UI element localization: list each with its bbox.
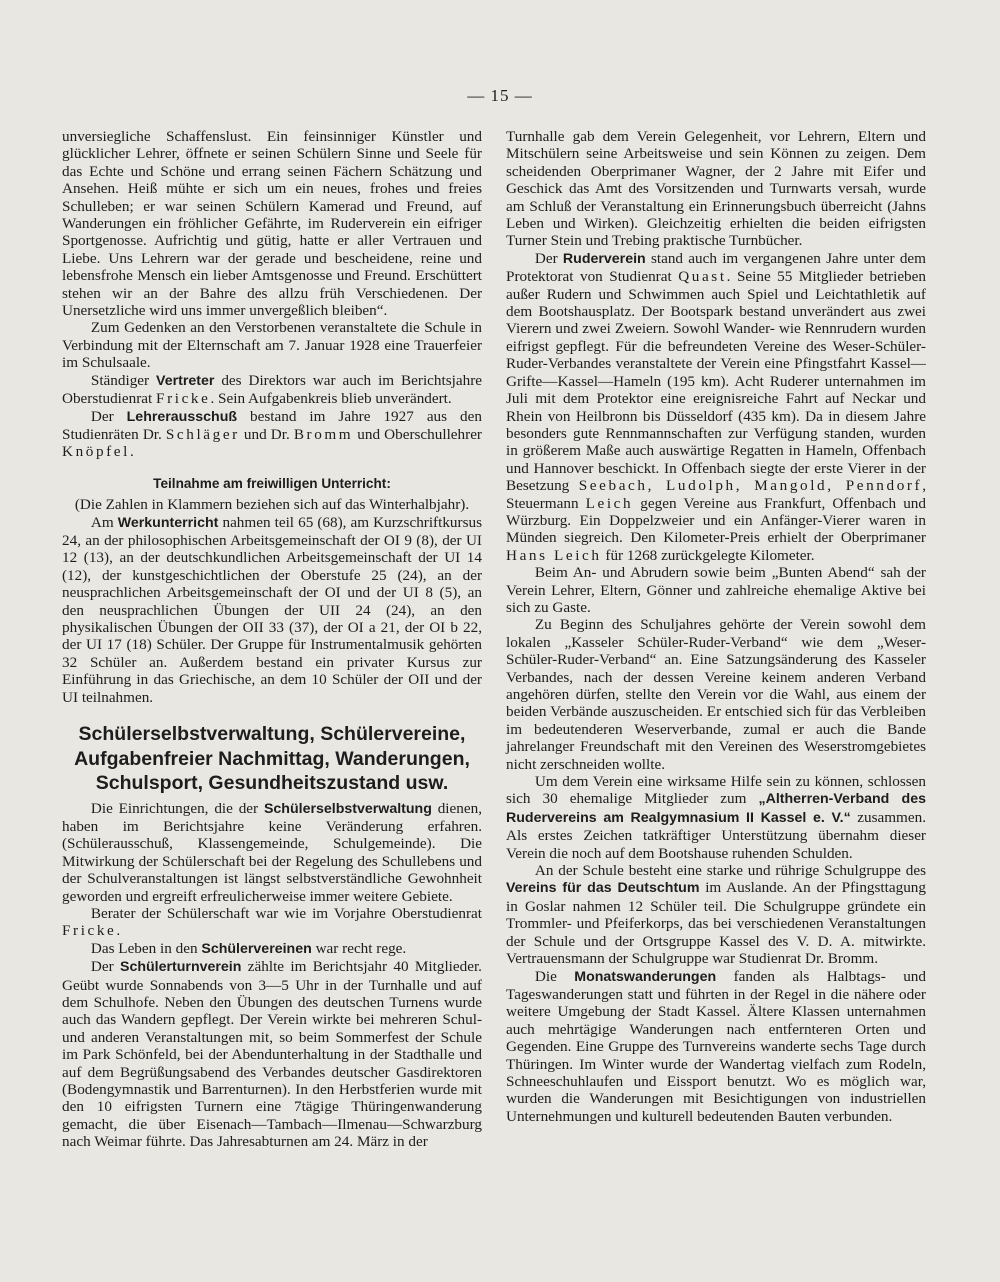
paragraph: Beim An- und Abrudern sowie beim „Bunten Abend“ sah der Verein Lehrer, Eltern, Gönner und zahlreiche ehemalige Aktive bei sich zu Gaste.: [506, 564, 926, 616]
paragraph: Zum Gedenken an den Verstorbenen veranstaltete die Schule in Verbindung mit der Elternschaft am 7. Januar 1928 eine Trauerfeier im Schulsaale.: [62, 319, 482, 372]
page-number: — 15 —: [467, 86, 533, 105]
paragraph: Zu Beginn des Schuljahres gehörte der Verein sowohl dem lokalen „Kasseler Schüler-Ruder-Verband“ wie dem „Weser-Schüler-Ruder-Verband“ an. Eine Satzungsänderung des Kasseler Verbandes, nach der dessen Vereine keinem anderen Verband angehören dürfen, stellte den Verein vor die Wahl, aus einem der beiden Verbände auszuscheiden. Er entschied sich für das Verbleiben im bedeutenderen Weserverbande, zumal er auch die Bande jahrelanger Freundschaft mit den Vereinen des Weserstromgebietes nicht zerschneiden wollte.: [506, 616, 926, 773]
bold-term: Vereins für das Deutschtum: [506, 880, 700, 897]
paragraph: Ständiger Vertreter des Direktors war auch im Berichtsjahre Oberstudienrat Fricke. Sein Aufgabenkreis blieb unverändert.: [62, 371, 482, 408]
right-column: [506, 128, 926, 1125]
paragraph: Die Monatswanderungen fanden als Halbtags- und Tageswanderungen statt und führten in der Regel in die nähere oder weitere Umgebung der Stadt Kassel. Ältere Klassen unternahmen auch mehrtägige Wanderungen nach entfernteren Orten und Gegenden. Eine Gruppe des Turnvereins wanderte sechs Tage durch Thüringen. Im Winter wurde der Wandertag vielfach zum Rodeln, Schneeschuhlaufen und Eissport benutzt. Wo es möglich war, wurden die Wanderungen mit Besichtigungen von industriellen Unternehmungen und kulturell bedeutenden Bauten verbunden.: [506, 967, 926, 1125]
paragraph: An der Schule besteht eine starke und rührige Schulgruppe des Vereins für das Deutschtum im Auslande. An der Pfingsttagung in Goslar nahmen 12 Schüler teil. Die Schulgruppe gründete ein Trommler- und Pfeiferkorps, das bei verschiedenen Veranstaltungen der Schule und der Ortsgruppe Kassel des V. D. A. mitwirkte. Vertrauensmann der Schulgruppe war Studienrat Dr. Bromm.: [506, 862, 926, 968]
section-title: Schülerselbstverwaltung, Schülervereine, Aufgabenfreier Nachmittag, Wanderungen, Schulsport, Gesundheitszustand usw.: [74, 723, 470, 794]
paragraph: unversiegliche Schaffenslust. Ein feinsinniger Künstler und glücklicher Lehrer, öffnete er seinen Schülern Sinne und Seele für das Echte und Schöne und errang seinen Fächern Schätzung und Ansehen. Heiß mühte er sich um ein neues, frohes und freies Schulleben; er war seinen Schülern Kamerad und Freund, auf Wanderungen ein fröhlicher Gefährte, im Ruderverein ein eifriger Sportgenosse. Aufrichtig und gütig, hatte er aller Vertrauen und Liebe. Uns Lehrern war der gerade und bescheidene, reine und lebensfrohe Mensch ein lieber Amtsgenosse und Freund. Erschüttert stehen wir an der Bahre des allzu früh Verschiedenen. Der Unersetzliche wird uns immer unvergeßlich bleiben“.: [62, 128, 482, 320]
paragraph: Berater der Schülerschaft war wie im Vorjahre Oberstudienrat Fricke.: [62, 904, 482, 940]
note: (Die Zahlen in Klammern beziehen sich auf das Winterhalbjahr).: [74, 496, 470, 514]
bold-term: Schülervereinen: [201, 940, 312, 957]
bold-term: Vertreter: [156, 372, 215, 389]
paragraph: Der Lehrerausschuß bestand im Jahre 1927 aus den Studienräten Dr. Schläger und Dr. Bromm und Oberschullehrer Knöpfel.: [62, 407, 482, 461]
left-column: [62, 128, 482, 1151]
subheading: Teilnahme am freiwilligen Unterricht:: [153, 475, 391, 491]
bold-term: Werkunterricht: [117, 514, 219, 531]
bold-term: Monatswanderungen: [574, 968, 717, 985]
paragraph: Um dem Verein eine wirksame Hilfe sein zu können, schlossen sich 30 ehemalige Mitglieder zum „Altherren-Verband des Rudervereins am Realgymnasium II Kassel e. V.“ zusammen. Als erstes Zeichen tatkräftiger Unterstützung übernahm dieser Verein die noch auf dem Bootshause ruhenden Schulden.: [506, 773, 926, 862]
paragraph: Der Schülerturnverein zählte im Berichtsjahr 40 Mitglieder. Geübt wurde Sonnabends von 3—5 Uhr in der Turnhalle und auf dem Schulhofe. Neben den Übungen des deutschen Turnens wurde auch das Wandern gepflegt. Der Verein wirkte bei mehreren Schul- und anderen Veranstaltungen mit, so beim Sommerfest der Schule im Park Schönfeld, bei der Abendunterhaltung in der Stadthalle und auf dem Begrüßungsabend des Verbandes deutscher Gasdirektoren (Bodengymnastik und Barrenturnen). In den Herbstferien wurde mit den 10 eifrigsten Turnern eine 7tägige Thüringenwanderung gemacht, die über Eisenach—Tambach—Ilmenau—Schwarzburg nach Weimar führte. Das Jahresabturnen am 24. März in der: [62, 958, 482, 1151]
bold-term: Schülerturnverein: [120, 959, 242, 976]
paragraph: Turnhalle gab dem Verein Gelegenheit, vor Lehrern, Eltern und Mitschülern seine Arbeitsweise und sein Können zu zeigen. Dem scheidenden Oberprimaner Wagner, der 2 Jahre mit Eifer und Geschick das Amt des Vorsitzenden und Turnwarts versah, wurde am Schluß der Veranstaltung ein Erinnerungsbuch überreicht (Jahns Leben und Wirken). Gleichzeitig erhielten die beiden eifrigsten Turner Stein und Trebing praktische Turnbücher.: [506, 128, 926, 250]
bold-term: Schülerselbstverwaltung: [263, 800, 432, 817]
bold-term: „Altherren-Verband des Rudervereins am Realgymnasium II Kassel e. V.“: [506, 791, 926, 826]
paragraph: Am Werkunterricht nahmen teil 65 (68), am Kurzschriftkursus 24, an der philosophischen Arbeitsgemeinschaft der OI 9 (8), der UI 12 (13), an der deutschkundlichen Arbeitsgemeinschaft der UI 14 (12), der kunstgeschichtlichen der Oberstufe 25 (24), an der neusprachlichen Arbeitsgemeinschaft der OI und der UI 8 (5), an den neusprachlichen Übungen der UII 24 (24), an den physikalischen Übungen der OII 33 (37), der OI a 21, der OI b 22, der UI 17 (18) Schüler. Der Gruppe für Instrumentalmusik gehörten 32 Schüler an. Außerdem bestand ein privater Kursus zur Einführung in das Griechische, an dem 10 Schüler der OII und der UI teilnahmen.: [62, 513, 482, 706]
paragraph: Die Einrichtungen, die der Schülerselbstverwaltung dienen, haben im Berichtsjahre keine Veränderung erfahren. (Schülerausschuß, Klassengemeinde, Schulgemeinde). Die Mitwirkung der Schülerschaft bei der Regelung des Schullebens und der Schulveranstaltungen ist längst selbstverständliche Gewohnheit geworden und ergreift erfreulicherweise immer weitere Gebiete.: [62, 799, 482, 905]
paragraph: Das Leben in den Schülervereinen war recht rege.: [90, 939, 407, 957]
bold-term: Ruderverein: [562, 250, 646, 267]
bold-term: Lehrerausschuß: [126, 408, 238, 425]
paragraph: Der Ruderverein stand auch im vergangenen Jahre unter dem Protektorat von Studienrat Quast. Seine 55 Mitglieder betrieben außer Rudern und Schwimmen auch Spiel und Leichtathletik auf dem Bootshausplatz. Der Bootspark bestand unverändert aus zwei Vierern und zwei Zweiern. Sowohl Wander- wie Rennrudern wurden eifrigst gepflegt. Für die befreundeten Vereine des Weser-Schüler-Ruder-Verbandes veranstaltete der Verein eine Pfingstfahrt Kassel—Grifte—Kassel—Hameln (195 km). Acht Ruderer unternahmen im Juli mit dem Protektor eine ereignisreiche Fahrt auf Neckar und Rhein von Heilbronn bis Düsseldorf (435 km). Da in diesem Jahre besonders gute Rennmannschaften zur Verfügung standen, wurden in größerem Maße auch auswärtige Regatten in Hameln, Offenbach und Hannover beschickt. In Offenbach siegte der erste Vierer in der Besetzung Seebach, Ludolph, Mangold, Penndorf, Steuermann Leich gegen Vereine aus Frankfurt, Offenbach und Würzburg. Ein Doppelzweier und ein Anfänger-Vierer waren in Münden siegreich. Den Kilometer-Preis erhielt der Oberprimaner Hans Leich für 1268 zurückgelegte Kilometer.: [506, 249, 926, 564]
